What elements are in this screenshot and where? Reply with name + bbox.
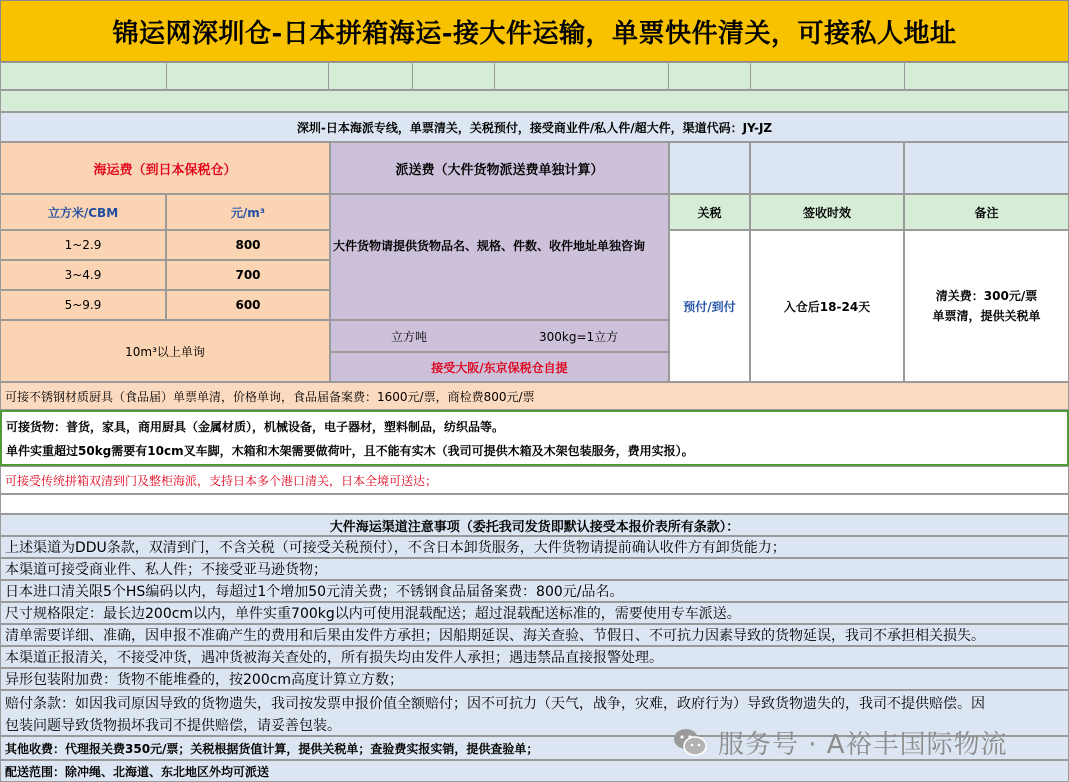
green-spacer-row-2 (0, 90, 1069, 112)
goods-line-1: 可接货物：普货，家具，商用厨具（金属材质），机械设备，电子器材，塑料制品，纺织品等。 (6, 420, 505, 434)
freight-over10: 10m³以上单询 (0, 320, 330, 382)
delivery-range: 配送范围：除冲绳、北海道、东北地区外均可派送 (0, 760, 1069, 782)
sign-header: 签收时效 (750, 194, 904, 230)
wechat-icon (672, 727, 708, 757)
channel-header: 深圳-日本海派专线，单票清关，关税预付，接受商业件/私人件/超大件，渠道代码：JY-JZ (0, 112, 1069, 142)
delivery-note (330, 194, 669, 320)
notice-item: 日本进口清关限5个HS编码以内，每超过1个增加50元清关费；不锈钢食品届备案费：800元/品名。 (0, 580, 1069, 602)
freight-range-cell: 1~2.9 (0, 230, 166, 260)
empty-header-cell (904, 142, 1069, 194)
freight-price-cell: 700 (166, 260, 330, 290)
unit-row (330, 320, 669, 352)
freight-header: 海运费（到日本保税仓） (0, 142, 330, 194)
compensation-line-2: 包装问题导致货物损坏我司不提供赔偿，请妥善包装。 (5, 718, 341, 734)
remark-header: 备注 (904, 194, 1069, 230)
goods-line-2: 单件实重超过50kg需要有10cm叉车脚，木箱和木架需要做荷叶，且不能有实木（我司可提供木箱及木架包装服务，费用实报）。 (6, 444, 694, 458)
col-cbm-header: 立方米/CBM (0, 194, 166, 230)
freight-price-cell: 800 (166, 230, 330, 260)
freight-price-cell: 600 (166, 290, 330, 320)
notice-title: 大件海运渠道注意事项（委托我司发货即默认接受本报价表所有条款）： (0, 514, 1069, 536)
unit-value: 300kg=1立方 (539, 330, 619, 344)
remark-line-2: 单票清，提供关税单 (932, 309, 1041, 323)
unit-label: 立方吨 (391, 330, 428, 344)
traditional-note: 可接受传统拼箱双清到门及整柜海派，支持日本多个港口清关，日本全境可送达； (0, 466, 1069, 494)
tax-header: 关税 (669, 194, 750, 230)
notice-item: 本渠道可接受商业件、私人件；不接受亚马逊货物； (0, 558, 1069, 580)
col-price-header: 元/m³ (166, 194, 330, 230)
empty-header-cell (750, 142, 904, 194)
page-title: 锦运网深圳仓-日本拼箱海运-接大件运输，单票快件清关，可接私人地址 (0, 0, 1069, 62)
notice-item: 上述渠道为DDU条款，双清到门，不含关税（可接受关税预付），不含日本卸货服务，大件货物请提前确认收件方有卸货能力； (0, 536, 1069, 558)
sign-value: 入仓后18-24天 (750, 230, 904, 382)
tax-value: 预付/到付 (669, 230, 750, 382)
empty-header-cell (669, 142, 750, 194)
compensation-line-1: 赔付条款：如因我司原因导致的货物遗失，我司按发票申报价值全额赔付；因不可抗力（天气，战争，灾难，政府行为）导致货物遗失的，我司不提供赔偿。因 (5, 696, 985, 712)
notice-item: 异形包装附加费：货物不能堆叠的，按200cm高度计算立方数； (0, 668, 1069, 690)
freight-range-cell: 5~9.9 (0, 290, 166, 320)
blank-row (0, 494, 1069, 514)
notice-item: 本渠道正报清关，不接受冲货，遇冲货被海关查处的，所有损失均由发件人承担；遇违禁品直接报警处理。 (0, 646, 1069, 668)
watermark-text: 服务号 · A裕丰国际物流 (718, 729, 1008, 760)
other-fees: 其他收费：代理报关费350元/票；关税根据货值计算，提供关税单；查验费实报实销，提供查验单； (0, 736, 1069, 760)
remark-line-1: 清关费：300元/票 (935, 289, 1038, 303)
notice-item: 清单需要详细、准确，因申报不准确产生的费用和后果由发件方承担；因船期延误、海关查验、节假日、不可抗力因素导致的货物延误，我司不承担相关损失。 (0, 624, 1069, 646)
notice-item: 尺寸规格限定：最长边200cm以内，单件实重700kg以内可使用混载配送；超过混载配送标准的，需要使用专车派送。 (0, 602, 1069, 624)
goods-box (0, 410, 1069, 466)
pickup-note: 接受大阪/东京保税仓自提 (330, 352, 669, 382)
freight-range-cell: 3~4.9 (0, 260, 166, 290)
remark-value (904, 230, 1069, 382)
watermark (672, 720, 1052, 764)
green-spacer-row (0, 62, 1069, 90)
delivery-note-text: 大件货物请提供货物品名、规格、件数、收件地址单独咨询 (333, 239, 646, 253)
delivery-header: 派送费（大件货物派送费单独计算） (330, 142, 669, 194)
kitchen-note: 可接不锈钢材质厨具（食品届）单票单清，价格单询，食品届备案费：1600元/票，商检费800元/票 (0, 382, 1069, 410)
